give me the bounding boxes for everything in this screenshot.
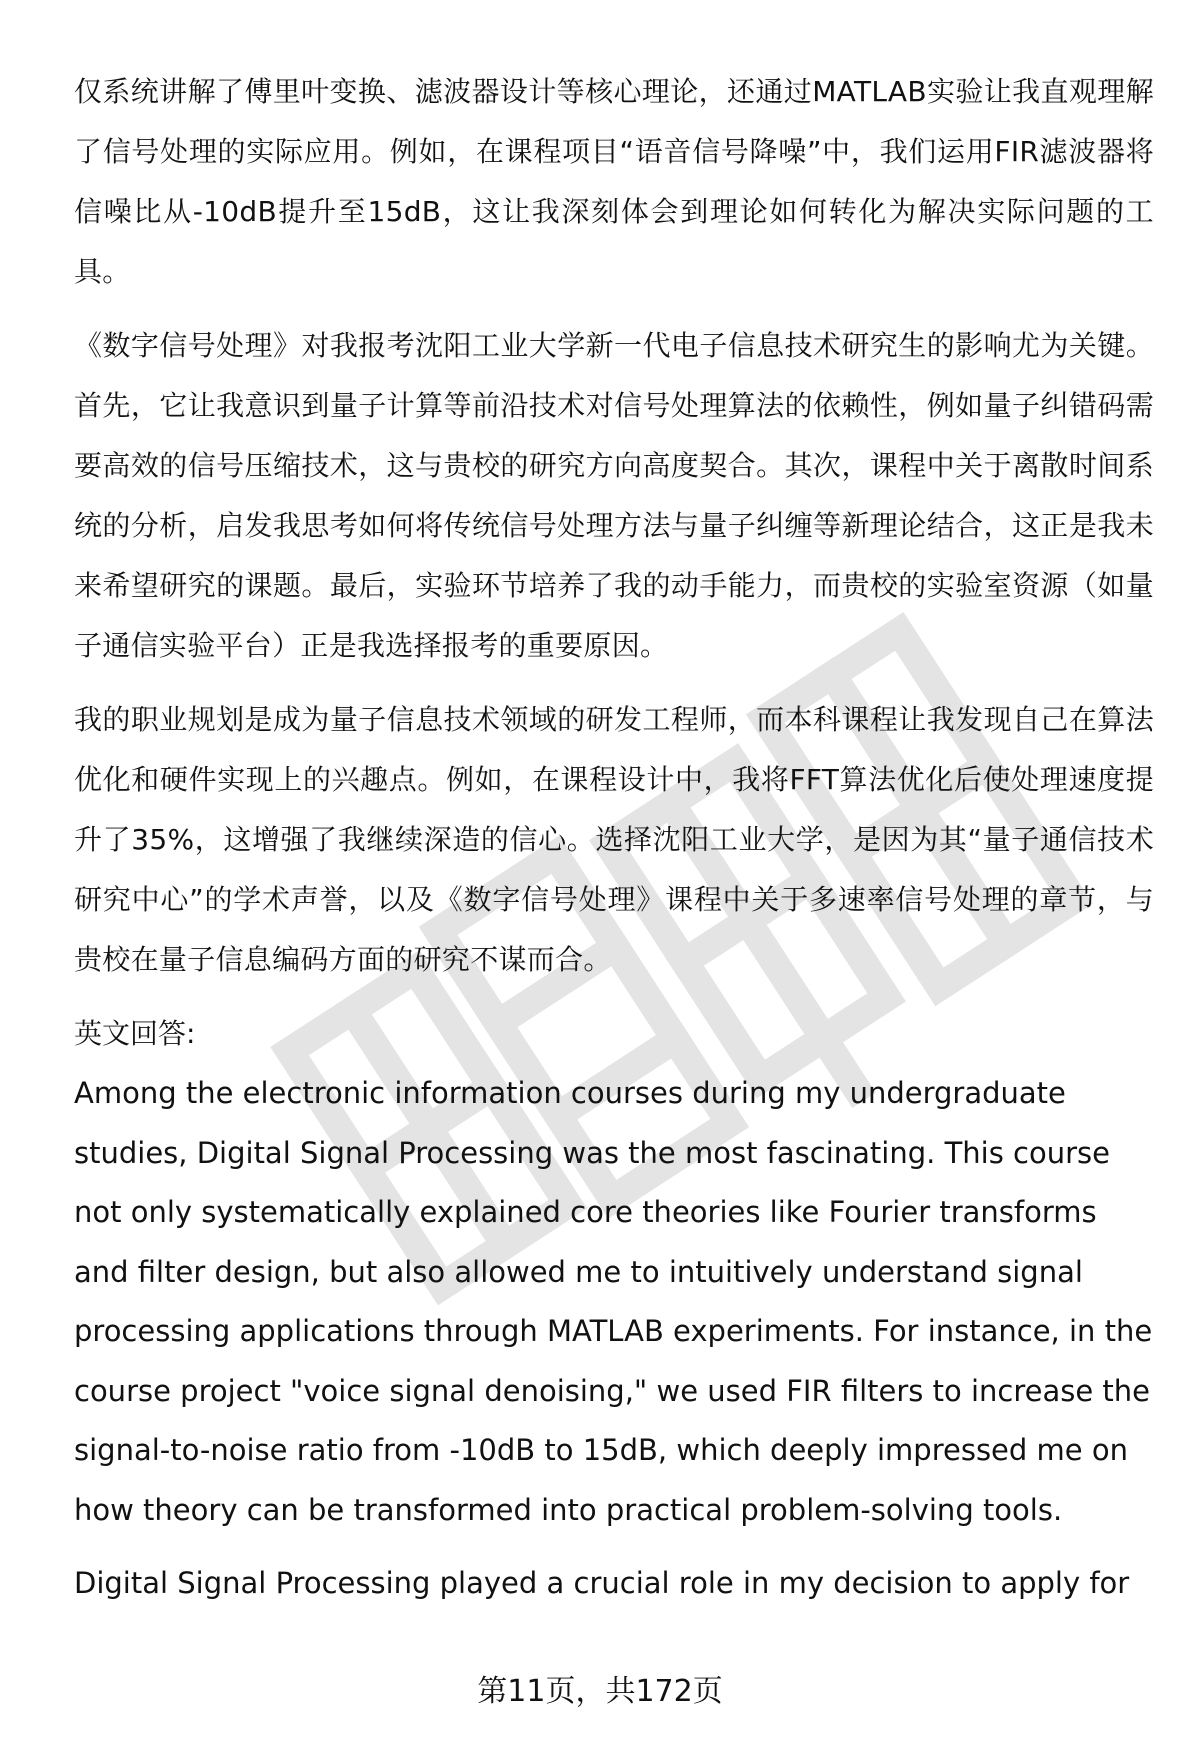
paragraph-zh-2: 《数字信号处理》对我报考沈阳工业大学新一代电子信息技术研究生的影响尤为关键。首先，它让我意识到量子计算等前沿技术对信号处理算法的依赖性，例如量子纠错码需要高效的信号压缩技术，这与贵校的研究方向高度契合。其次，课程中关于离散时间系统的分析，启发我思考如何将传统信号处理方法与量子纠缠等新理论结合，这正是我未来希望研究的课题。最后，实验环节培养了我的动手能力，而贵校的实验室资源（如量子通信实验平台）正是我选择报考的重要原因。 xyxy=(74,329,1154,662)
paragraph-zh-1: 仅系统讲解了傅里叶变换、滤波器设计等核心理论，还通过MATLAB实验让我直观理解了信号处理的实际应用。例如，在课程项目“语音信号降噪”中，我们运用FIR滤波器将信噪比从-10dB提升至15dB，这让我深刻体会到理论如何转化为解决实际问题的工具。 xyxy=(74,75,1154,288)
paragraph-zh-3: 我的职业规划是成为量子信息技术领域的研发工程师，而本科课程让我发现自己在算法优化和硬件实现上的兴趣点。例如，在课程设计中，我将FFT算法优化后使处理速度提升了35%，这增强了我继续深造的信心。选择沈阳工业大学，是因为其“量子通信技术研究中心”的学术声誉，以及《数字信号处理》课程中关于多速率信号处理的章节，与贵校在量子信息编码方面的研究不谋而合。 xyxy=(74,703,1154,976)
page-number-footer: 第11页，共172页 xyxy=(477,1674,723,1709)
english-answer-heading: 英文回答: xyxy=(74,1017,196,1050)
document-body xyxy=(74,62,1154,1614)
paragraph-en-1: Among the electronic information courses during my undergraduate studies, Digital Signal Processing was the most fascinating. This course not only systematically explained core theories like Fourier transforms and filter design, but also allowed me to intuitively understand signal processing applications through MATLAB experiments. For instance, in the course project "voice signal denoising," we used FIR filters to increase the signal-to-noise ratio from -10dB to 15dB, which deeply impressed me on how theory can be transformed into practical problem-solving tools. xyxy=(74,1076,1153,1527)
paragraph-en-2: Digital Signal Processing played a crucial role in my decision to apply for xyxy=(74,1566,1130,1600)
